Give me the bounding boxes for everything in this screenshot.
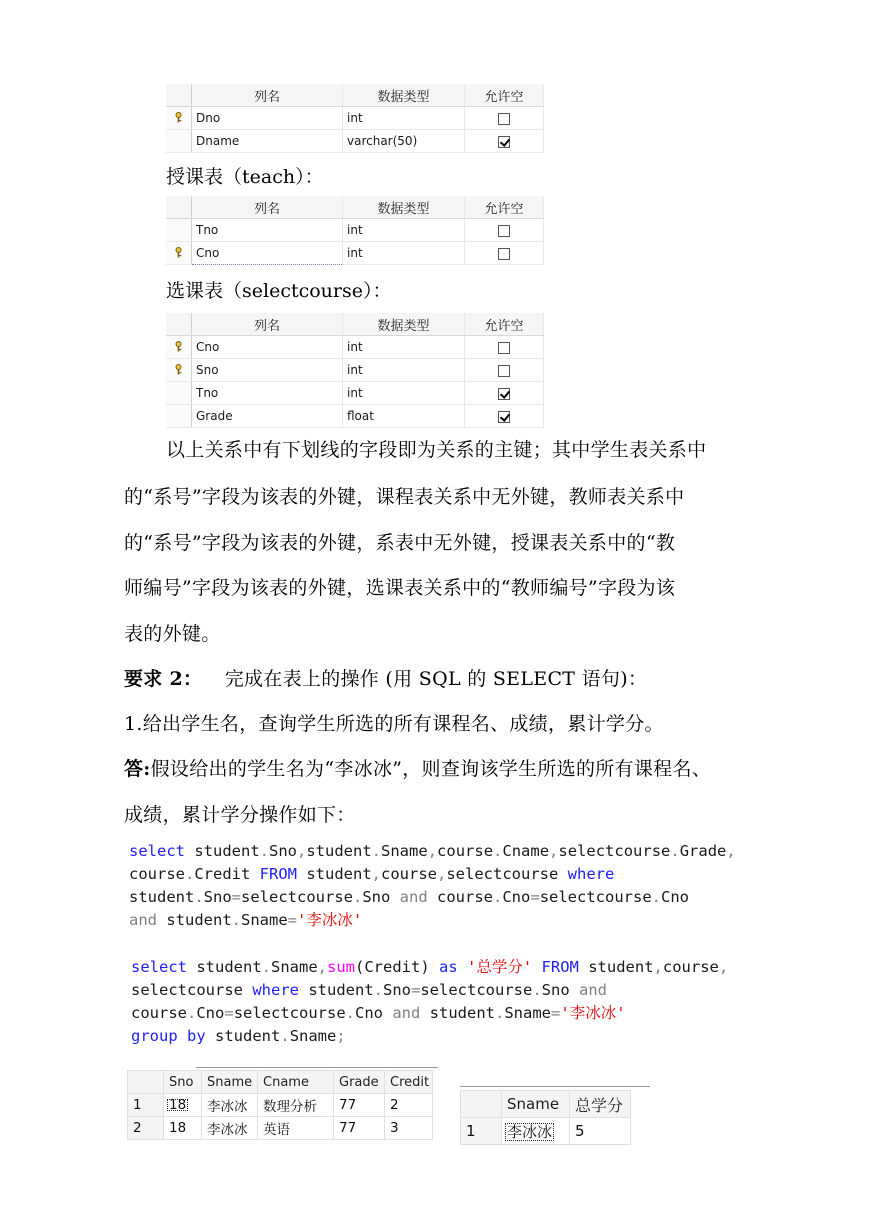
result-cell[interactable]: 18 xyxy=(164,1117,202,1140)
paragraph-line: 师编号”字段为该表的外键，选课表关系中的“教师编号”字段为该 xyxy=(124,577,676,599)
column-header-name: 列名 xyxy=(192,84,343,107)
result-cell[interactable]: 77 xyxy=(334,1094,385,1117)
paragraph-line: 表的外键。 xyxy=(124,623,221,645)
result-cell[interactable]: 李冰冰 xyxy=(502,1118,570,1145)
selectcourse-design-table xyxy=(166,313,544,428)
result-column-header[interactable]: Sname xyxy=(202,1071,258,1094)
result-cell[interactable]: 李冰冰 xyxy=(202,1117,258,1140)
data-type-cell[interactable]: int xyxy=(343,107,465,130)
table-row[interactable] xyxy=(166,405,544,428)
column-name-cell[interactable]: Tno xyxy=(192,219,343,242)
result-cell[interactable]: 数理分析 xyxy=(258,1094,334,1117)
row-number: 2 xyxy=(128,1117,164,1140)
result-column-header[interactable]: Grade xyxy=(334,1071,385,1094)
dept-design-table xyxy=(166,84,544,153)
column-name-cell[interactable]: Dname xyxy=(192,130,343,153)
table-row[interactable] xyxy=(166,130,544,153)
column-header-nullable: 允许空 xyxy=(465,84,544,107)
table-row[interactable] xyxy=(166,219,544,242)
answer-line xyxy=(124,754,711,781)
column-header-name: 列名 xyxy=(192,313,343,336)
result-cell[interactable]: 3 xyxy=(385,1117,433,1140)
result-cell[interactable]: 2 xyxy=(385,1094,433,1117)
table-row[interactable] xyxy=(166,336,544,359)
table-row[interactable] xyxy=(166,382,544,405)
data-type-cell[interactable]: int xyxy=(343,336,465,359)
requirement-label: 要求 2： xyxy=(124,668,203,690)
column-header-nullable: 允许空 xyxy=(465,313,544,336)
table-row[interactable] xyxy=(461,1118,631,1145)
column-header-nullable: 允许空 xyxy=(465,196,544,219)
column-header-name: 列名 xyxy=(192,196,343,219)
result-cell[interactable]: 18 xyxy=(164,1094,202,1117)
result-cell[interactable]: 李冰冰 xyxy=(202,1094,258,1117)
answer-line-2: 成绩，累计学分操作如下： xyxy=(124,804,356,826)
allow-null-checkbox[interactable] xyxy=(498,342,510,354)
table-row[interactable] xyxy=(166,242,544,265)
result-grid-2-topline xyxy=(460,1086,650,1087)
column-name-cell[interactable]: Sno xyxy=(192,359,343,382)
table-row[interactable] xyxy=(128,1094,433,1117)
paragraph-line: 以上关系中有下划线的字段即为关系的主键；其中学生表关系中 xyxy=(166,439,707,461)
sql-query-2: select student.Sname,sum(Credit) as '总学分' FROM student,course, selectcourse where student.Sno=selectcourse.Sno and course.Cno=selectcourse.Cno and student.Sname='李冰冰' group by student.Sname; xyxy=(131,958,729,1045)
paragraph-line: 的“系号”字段为该表的外键，系表中无外键，授课表关系中的“教 xyxy=(124,532,676,554)
data-type-cell[interactable]: float xyxy=(343,405,465,428)
row-number: 1 xyxy=(128,1094,164,1117)
data-type-cell[interactable]: int xyxy=(343,382,465,405)
result-cell[interactable]: 英语 xyxy=(258,1117,334,1140)
data-type-cell[interactable]: int xyxy=(343,219,465,242)
result-column-header[interactable]: Sno xyxy=(164,1071,202,1094)
result-grid-1 xyxy=(127,1070,433,1140)
allow-null-checkbox[interactable] xyxy=(498,388,510,400)
result-cell[interactable]: 77 xyxy=(334,1117,385,1140)
column-name-cell[interactable]: Cno xyxy=(192,242,343,265)
allow-null-checkbox[interactable] xyxy=(498,113,510,125)
selectcourse-caption: 选课表（selectcourse）： xyxy=(166,280,392,302)
column-header-type: 数据类型 xyxy=(343,313,465,336)
result-cell[interactable]: 5 xyxy=(570,1118,631,1145)
allow-null-checkbox[interactable] xyxy=(498,225,510,237)
allow-null-checkbox[interactable] xyxy=(498,365,510,377)
primary-key-icon xyxy=(174,247,183,258)
teach-caption: 授课表（teach）： xyxy=(166,166,324,188)
paragraph-line: 的“系号”字段为该表的外键，课程表关系中无外键，教师表关系中 xyxy=(124,486,685,508)
primary-key-icon xyxy=(174,364,183,375)
column-header-type: 数据类型 xyxy=(343,196,465,219)
requirement-text: 完成在表上的操作 (用 SQL 的 SELECT 语句)： xyxy=(224,668,648,690)
requirement-line xyxy=(124,664,647,691)
allow-null-checkbox[interactable] xyxy=(498,136,510,148)
result-column-header[interactable]: Cname xyxy=(258,1071,334,1094)
table-row[interactable] xyxy=(166,359,544,382)
result-column-header[interactable]: 总学分 xyxy=(570,1091,631,1118)
row-number-header xyxy=(461,1091,502,1118)
answer-label: 答: xyxy=(124,758,151,780)
result-column-header[interactable]: Credit xyxy=(385,1071,433,1094)
column-name-cell[interactable]: Cno xyxy=(192,336,343,359)
sql-query-1: select student.Sno,student.Sname,course.Cname,selectcourse.Grade, course.Credit FROM student,course,selectcourse where student.Sno=selectcourse.Sno and course.Cno=selectcourse.Cno and student.Sname='李冰冰' xyxy=(129,842,736,929)
allow-null-checkbox[interactable] xyxy=(498,411,510,423)
data-type-cell[interactable]: int xyxy=(343,242,465,265)
data-type-cell[interactable]: varchar(50) xyxy=(343,130,465,153)
column-name-cell[interactable]: Grade xyxy=(192,405,343,428)
row-number-header xyxy=(128,1071,164,1094)
column-header-type: 数据类型 xyxy=(343,84,465,107)
table-row[interactable] xyxy=(166,107,544,130)
result-grid-2 xyxy=(460,1090,631,1145)
result-grid-1-topline xyxy=(196,1067,438,1068)
column-name-cell[interactable]: Tno xyxy=(192,382,343,405)
table-row[interactable] xyxy=(128,1117,433,1140)
result-column-header[interactable]: Sname xyxy=(502,1091,570,1118)
teach-design-table xyxy=(166,196,544,265)
primary-key-icon xyxy=(174,341,183,352)
answer-text: 假设给出的学生名为“李冰冰”，则查询该学生所选的所有课程名、 xyxy=(150,758,712,780)
primary-key-icon xyxy=(174,112,183,123)
allow-null-checkbox[interactable] xyxy=(498,248,510,260)
row-number: 1 xyxy=(461,1118,502,1145)
data-type-cell[interactable]: int xyxy=(343,359,465,382)
column-name-cell[interactable]: Dno xyxy=(192,107,343,130)
question-line: 1.给出学生名，查询学生所选的所有课程名、成绩，累计学分。 xyxy=(124,713,664,735)
